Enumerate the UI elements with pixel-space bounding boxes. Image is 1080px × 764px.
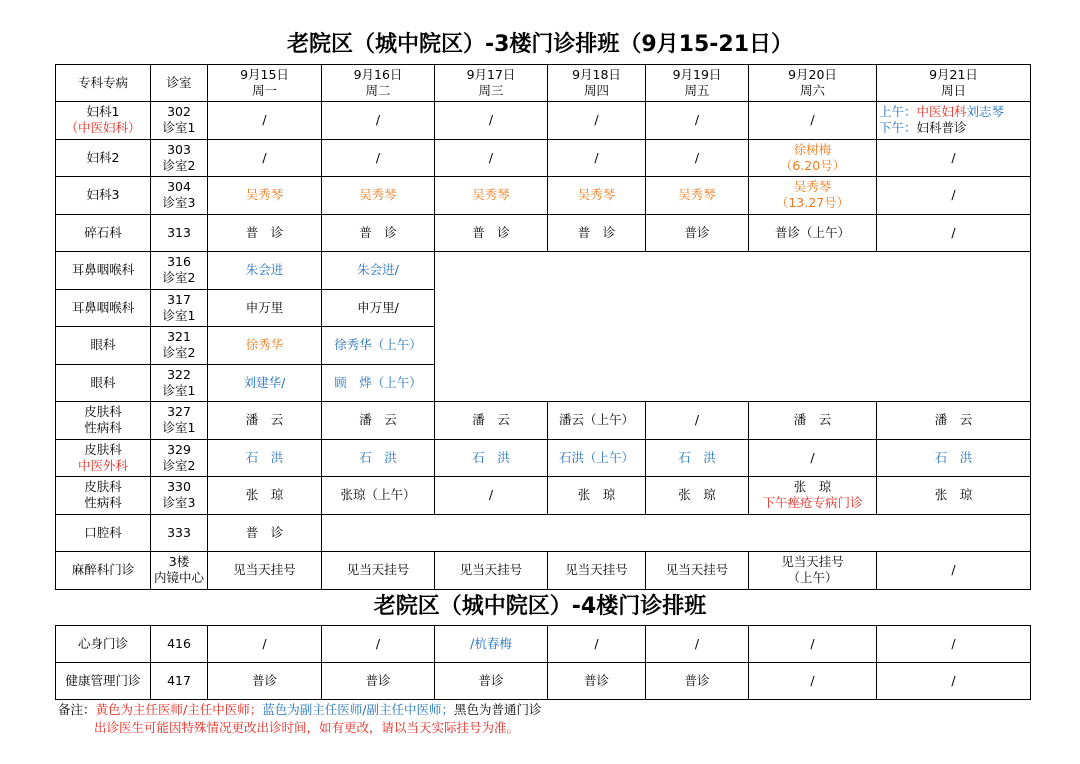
dept-cell: 皮肤科 性病科 — [56, 402, 151, 440]
schedule-cell: 潘 云 — [749, 402, 877, 440]
blank-area — [322, 514, 1031, 552]
schedule-table-3f — [55, 64, 1031, 590]
schedule-cell: 吴秀琴 （13.27号） — [749, 177, 877, 215]
schedule-cell: / — [435, 102, 548, 140]
schedule-cell: 见当天挂号 — [208, 552, 322, 590]
table-row — [56, 477, 1031, 515]
dept-cell: 皮肤科 中医外科 — [56, 439, 151, 477]
schedule-cell: 见当天挂号 （上午） — [749, 552, 877, 590]
schedule-cell: / — [435, 477, 548, 515]
schedule-cell: 石洪（上午） — [548, 439, 646, 477]
schedule-cell: 张 琼 — [877, 477, 1031, 515]
schedule-cell: 徐树梅 （6.20号） — [749, 139, 877, 177]
schedule-cell: 石 洪 — [322, 439, 435, 477]
schedule-cell: 普 诊 — [548, 214, 646, 252]
schedule-cell: 石 洪 — [877, 439, 1031, 477]
schedule-cell: 朱会进 — [208, 252, 322, 290]
room-cell: 317 诊室1 — [151, 289, 208, 327]
room-cell: 327 诊室1 — [151, 402, 208, 440]
schedule-cell: / — [322, 139, 435, 177]
schedule-cell: 石 洪 — [435, 439, 548, 477]
schedule-cell: 潘 云 — [435, 402, 548, 440]
header-day: 9月16日 周二 — [322, 65, 435, 102]
schedule-cell: 张 琼 下午痤疮专病门诊 — [749, 477, 877, 515]
room-cell: 316 诊室2 — [151, 252, 208, 290]
schedule-cell: 普诊 — [548, 663, 646, 700]
schedule-cell: 见当天挂号 — [435, 552, 548, 590]
schedule-cell: 上午：中医妇科刘志琴 下午：妇科普诊 — [877, 102, 1031, 140]
header-day: 9月19日 周五 — [646, 65, 749, 102]
table-row — [56, 177, 1031, 215]
dept-cell: 麻醉科门诊 — [56, 552, 151, 590]
room-cell: 304 诊室3 — [151, 177, 208, 215]
schedule-cell: / — [646, 139, 749, 177]
table-row — [56, 252, 1031, 290]
schedule-cell: / — [208, 102, 322, 140]
schedule-cell: 普 诊 — [435, 214, 548, 252]
schedule-cell: / — [435, 139, 548, 177]
schedule-cell: / — [749, 439, 877, 477]
table-row — [56, 663, 1031, 700]
header-day: 9月18日 周四 — [548, 65, 646, 102]
schedule-cell: / — [208, 626, 322, 663]
dept-cell: 妇科2 — [56, 139, 151, 177]
schedule-cell: 吴秀琴 — [322, 177, 435, 215]
table-row — [56, 439, 1031, 477]
schedule-cell: 顾 烨（上午） — [322, 364, 435, 402]
dept-cell: 妇科3 — [56, 177, 151, 215]
schedule-cell: 潘云（上午） — [548, 402, 646, 440]
header-day: 9月21日 周日 — [877, 65, 1031, 102]
header-row — [56, 65, 1031, 102]
schedule-cell: / — [548, 102, 646, 140]
schedule-cell: 石 洪 — [646, 439, 749, 477]
schedule-cell: 潘 云 — [322, 402, 435, 440]
schedule-cell: 申万里/ — [322, 289, 435, 327]
schedule-cell: / — [877, 626, 1031, 663]
schedule-cell: 见当天挂号 — [322, 552, 435, 590]
page-title: 老院区（城中院区）-3楼门诊排班（9月15-21日） — [286, 32, 794, 57]
schedule-cell: / — [877, 139, 1031, 177]
table-row — [56, 139, 1031, 177]
schedule-cell: 见当天挂号 — [548, 552, 646, 590]
schedule-cell: 吴秀琴 — [646, 177, 749, 215]
dept-cell: 健康管理门诊 — [56, 663, 151, 700]
section-title: 老院区（城中院区）-4楼门诊排班 — [373, 594, 707, 619]
table-row — [56, 626, 1031, 663]
dept-cell: 眼科 — [56, 327, 151, 365]
room-cell: 322 诊室1 — [151, 364, 208, 402]
table-row — [56, 102, 1031, 140]
schedule-cell: 普诊 — [208, 663, 322, 700]
schedule-cell: 普 诊 — [208, 214, 322, 252]
schedule-cell: 普诊 — [435, 663, 548, 700]
schedule-cell: / — [646, 102, 749, 140]
dept-cell: 心身门诊 — [56, 626, 151, 663]
schedule-cell: 普 诊 — [322, 214, 435, 252]
schedule-cell: / — [322, 102, 435, 140]
dept-cell: 妇科1 （中医妇科） — [56, 102, 151, 140]
schedule-cell: / — [208, 139, 322, 177]
schedule-cell: / — [322, 626, 435, 663]
schedule-cell: / — [548, 626, 646, 663]
room-cell: 329 诊室2 — [151, 439, 208, 477]
header-room: 诊室 — [151, 65, 208, 102]
room-cell: 3楼 内镜中心 — [151, 552, 208, 590]
schedule-cell: 朱会进/ — [322, 252, 435, 290]
schedule-cell: / — [749, 663, 877, 700]
schedule-cell: 张琼（上午） — [322, 477, 435, 515]
schedule-cell: 普 诊 — [208, 514, 322, 552]
schedule-cell: / — [749, 102, 877, 140]
dept-cell: 口腔科 — [56, 514, 151, 552]
header-day: 9月20日 周六 — [749, 65, 877, 102]
header-dept: 专科专病 — [56, 65, 151, 102]
notes-disclaimer: 出诊医生可能因特殊情况更改出诊时间，如有更改，请以当天实际挂号为准。 — [94, 720, 520, 735]
schedule-cell: 普诊 — [646, 214, 749, 252]
schedule-cell: / — [877, 214, 1031, 252]
schedule-table-4f — [55, 625, 1031, 700]
table-row — [56, 214, 1031, 252]
table-row — [56, 514, 1031, 552]
header-day: 9月15日 周一 — [208, 65, 322, 102]
room-cell: 330 诊室3 — [151, 477, 208, 515]
schedule-cell: 徐秀华（上午） — [322, 327, 435, 365]
schedule-cell: 张 琼 — [208, 477, 322, 515]
room-cell: 321 诊室2 — [151, 327, 208, 365]
table-row — [56, 402, 1031, 440]
dept-cell: 耳鼻咽喉科 — [56, 289, 151, 327]
schedule-cell: / — [548, 139, 646, 177]
header-day: 9月17日 周三 — [435, 65, 548, 102]
dept-cell: 耳鼻咽喉科 — [56, 252, 151, 290]
schedule-cell: 普诊 — [322, 663, 435, 700]
schedule-cell: / — [877, 552, 1031, 590]
room-cell: 333 — [151, 514, 208, 552]
schedule-cell: / — [877, 663, 1031, 700]
room-cell: 313 — [151, 214, 208, 252]
schedule-cell: / — [877, 177, 1031, 215]
schedule-cell: 普诊（上午） — [749, 214, 877, 252]
dept-cell: 眼科 — [56, 364, 151, 402]
schedule-cell: 吴秀琴 — [435, 177, 548, 215]
dept-cell: 皮肤科 性病科 — [56, 477, 151, 515]
schedule-cell: 吴秀琴 — [548, 177, 646, 215]
schedule-cell: 见当天挂号 — [646, 552, 749, 590]
room-cell: 416 — [151, 626, 208, 663]
dept-cell: 碎石科 — [56, 214, 151, 252]
notes — [58, 701, 541, 737]
schedule-cell: 吴秀琴 — [208, 177, 322, 215]
schedule-cell: / — [749, 626, 877, 663]
schedule-cell: 刘建华/ — [208, 364, 322, 402]
schedule-cell: 普诊 — [646, 663, 749, 700]
schedule-cell: 潘 云 — [877, 402, 1031, 440]
schedule-cell: 申万里 — [208, 289, 322, 327]
blank-area — [435, 252, 1031, 402]
schedule-cell: / — [646, 402, 749, 440]
schedule-cell: 徐秀华 — [208, 327, 322, 365]
table-row — [56, 552, 1031, 590]
schedule-cell: 石 洪 — [208, 439, 322, 477]
room-cell: 303 诊室2 — [151, 139, 208, 177]
room-cell: 417 — [151, 663, 208, 700]
schedule-cell: 张 琼 — [548, 477, 646, 515]
schedule-cell: /杭春梅 — [435, 626, 548, 663]
schedule-cell: 潘 云 — [208, 402, 322, 440]
notes-legend: 备注：黄色为主任医师/主任中医师；蓝色为副主任医师/副主任中医师；黑色为普通门诊 — [58, 702, 542, 717]
schedule-cell: 张 琼 — [646, 477, 749, 515]
room-cell: 302 诊室1 — [151, 102, 208, 140]
schedule-cell: / — [646, 626, 749, 663]
